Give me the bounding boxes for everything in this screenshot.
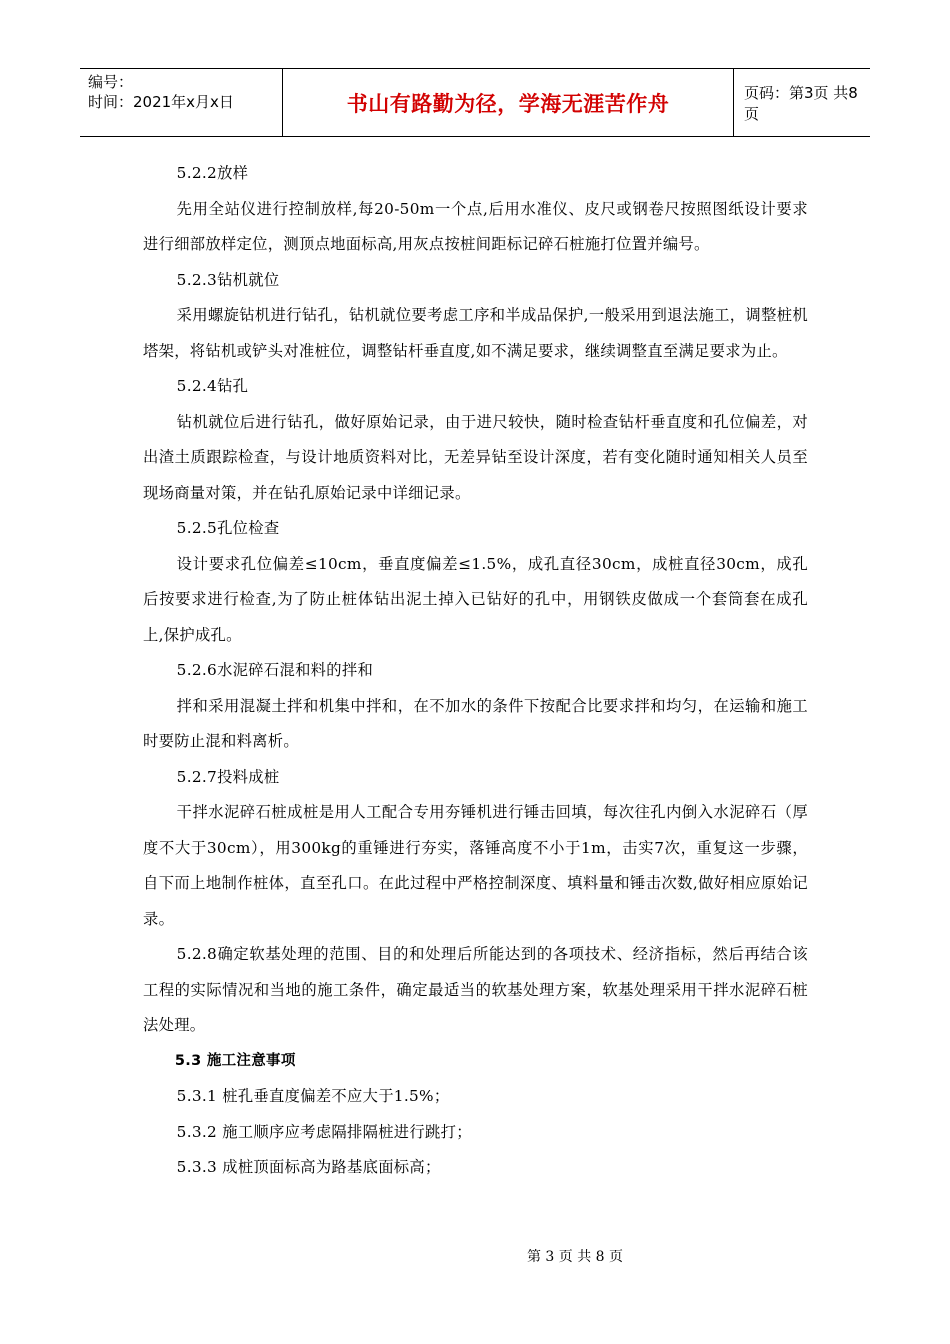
document-body (143, 156, 808, 1186)
section-heading: 5.2.5孔位检查 (176, 519, 280, 537)
section-heading: 5.2.7投料成桩 (176, 767, 280, 786)
header-meta (80, 69, 282, 136)
paragraph: 钻机就位后进行钻孔，做好原始记录，由于进尺较快，随时检查钻杆垂直度和孔位偏差，对出渣土质跟踪检查，与设计地质资料对比，无差异钻至设计深度，若有变化随时通知相关人员至现场商量对策，并在钻孔原始记录中详细记录。 (143, 412, 808, 502)
document-header (80, 68, 870, 137)
header-motto-cell (282, 69, 734, 136)
section-title-bold: 5.3 施工注意事项 (174, 1052, 296, 1069)
document-number-label: 编号： (88, 73, 134, 91)
header-page-number: 页码：第3页 共8页 (744, 83, 858, 123)
section-heading: 5.2.2放样 (176, 164, 249, 182)
paragraph: 拌和采用混凝土拌和机集中拌和，在不加水的条件下按配合比要求拌和均匀，在运输和施工时要防止混和料离析。 (143, 696, 808, 750)
section-heading: 5.2.4钻孔 (176, 377, 249, 395)
header-page-cell (734, 69, 870, 136)
section-heading: 5.2.3钻机就位 (176, 270, 280, 289)
list-item: 5.3.2 施工顺序应考虑隔排隔桩进行跳打； (176, 1122, 472, 1141)
footer-page-number: 第 3 页 共 8 页 (526, 1249, 624, 1265)
list-item: 5.3.1 桩孔垂直度偏差不应大于1.5%； (176, 1087, 450, 1105)
header-motto: 书山有路勤为径，学海无涯苦作舟 (346, 91, 670, 116)
section-heading: 5.2.6水泥碎石混和料的拌和 (176, 661, 374, 679)
paragraph: 先用全站仪进行控制放样,每20-50m一个点,后用水准仪、皮尺或钢卷尺按照图纸设计要求进行细部放样定位，测顶点地面标高,用灰点按桩间距标记碎石桩施打位置并编号。 (143, 199, 808, 253)
list-item: 5.3.3 成桩顶面标高为路基底面标高； (176, 1158, 441, 1176)
paragraph: 干拌水泥碎石桩成桩是用人工配合专用夯锤机进行锤击回填，每次往孔内倒入水泥碎石（厚度不大于30cm），用300kg的重锤进行夯实，落锤高度不小于1m，击实7次，重复这一步骤，自下而上地制作桩体，直至孔口。在此过程中严格控制深度、填料量和锤击次数,做好相应原始记录。 (143, 803, 808, 928)
paragraph: 设计要求孔位偏差≤10cm，垂直度偏差≤1.5%，成孔直径30cm，成桩直径30cm，成孔后按要求进行检查,为了防止桩体钻出泥土掉入已钻好的孔中，用钢铁皮做成一个套筒套在成孔上,保护成孔。 (143, 554, 808, 644)
paragraph: 采用螺旋钻机进行钻孔，钻机就位要考虑工序和半成品保护,一般采用到退法施工，调整桩机塔架，将钻机或铲头对准桩位，调整钻杆垂直度,如不满足要求，继续调整直至满足要求为止。 (143, 306, 808, 360)
page-footer (0, 1246, 950, 1266)
paragraph: 5.2.8确定软基处理的范围、目的和处理后所能达到的各项技术、经济指标，然后再结合该工程的实际情况和当地的施工条件，确定最适当的软基处理方案，软基处理采用干拌水泥碎石桩法处理。 (143, 945, 808, 1034)
document-date-label: 时间：2021年x月x日 (88, 93, 234, 111)
